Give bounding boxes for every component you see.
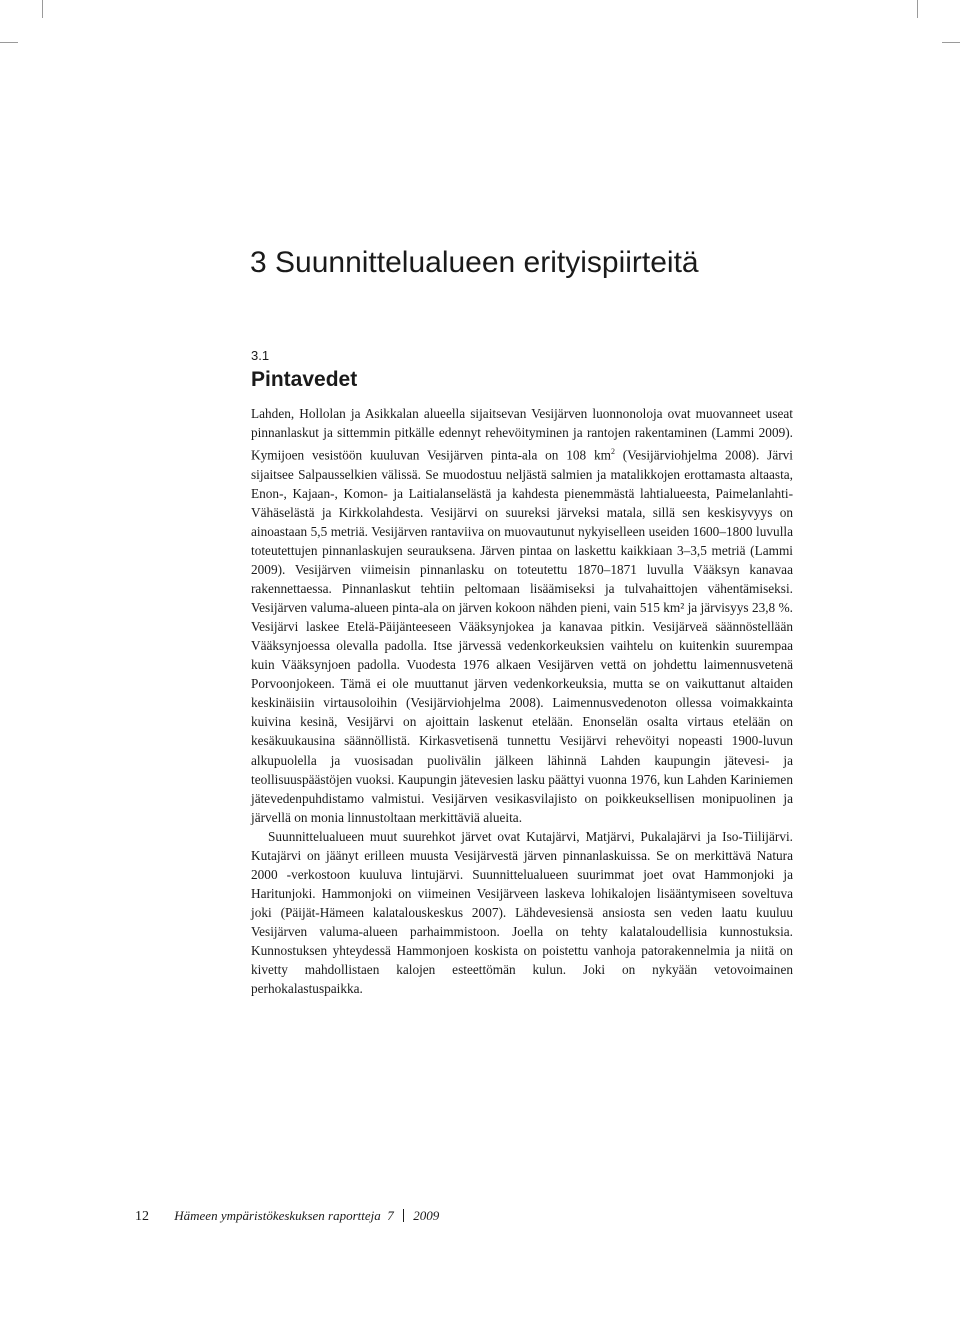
paragraph-text: Lahden, Hollolan ja Asikkalan alueella sijaitsevan Vesijärven luonnonoloja ovat muovanneet useat pinnanlaskut ja sittemmin pitkälle edennyt rehevöityminen ja rantojen rakentaminen (Lammi 2009). Kymijoen vesistöön kuuluvan Vesijärven pinta-ala on 108 km bbox=[251, 406, 793, 463]
footer-separator bbox=[403, 1209, 404, 1222]
section-number: 3.1 bbox=[251, 348, 270, 363]
crop-mark-top-left bbox=[42, 0, 43, 18]
crop-mark-top-right-horizontal bbox=[942, 42, 960, 43]
section-title: Pintavedet bbox=[251, 368, 358, 391]
crop-mark-top-right bbox=[917, 0, 918, 18]
paragraph bbox=[251, 404, 793, 827]
crop-mark-top-left-horizontal bbox=[0, 42, 18, 43]
paragraph: Suunnittelualueen muut suurehkot järvet ovat Kutajärvi, Matjärvi, Pukalajärvi ja Iso-Tiilijärvi. Kutajärvi on jäänyt erilleen muusta Vesijärvestä järven pinnanlaskuissa. Se on merkittävä Natura 2000 -verkostoon kuuluva lintujärvi. Suunnittelualueen suurimmat joet ovat Hammonjoki ja Haritunjoki. Hammonjoki on viimeinen Vesijärveen laskeva lohikalojen lisääntymiseen soveltuva joki (Päijät-Hämeen kalatalouskeskus 2007). Lähdevesiensä ansiosta sen veden laatu kuuluu Vesijärven valuma-alueen parhaimmistoon. Joella on tehty kalataloudellisia kunnostuksia. Kunnostuksen yhteydessä Hammonjoen koskista on poistettu vanhoja patorakennelmia ja niitä on kivetty mahdollistaen kalojen esteettömän kulun. Joki on nykyään vetovoimainen perhokalastuspaikka. bbox=[251, 828, 793, 997]
journal-title: Hämeen ympäristökeskuksen raportteja bbox=[174, 1208, 381, 1223]
page-number: 12 bbox=[135, 1209, 149, 1224]
issue-number: 7 bbox=[387, 1208, 394, 1223]
page-footer bbox=[135, 1206, 439, 1227]
body-text bbox=[251, 404, 793, 998]
chapter-title: 3 Suunnittelualueen erityispiirteitä bbox=[250, 246, 699, 279]
publication-year: 2009 bbox=[413, 1208, 440, 1223]
superscript: 2 bbox=[610, 447, 615, 457]
paragraph-text: (Vesijärviohjelma 2008). Järvi sijaitsee Salpausselkien välissä. Se muodostuu neljästä salmien ja matalikkojen erottamasta altaasta, Enon-, Kajaan-, Komon- ja Laitialanselästä ja kahdesta pienemmästä lahtialueesta, Paimelanlahti-Vähäselästä ja Kirkkolahdesta. Vesijärvi on suureksi järveksi matala, sillä sen keskisyvyys on ainoastaan 5,5 metriä. Vesijärven rantaviiva on muovautunut nykyiselleen useiden 1600–1800 luvulla toteutettujen pinnanlaskujen seurauksena. Järven pintaa on laskettu kaikkiaan 3–3,5 metriä (Lammi 2009). Vesijärven viimeisin pinnanlasku on toteutettu 1870–1871 luvulla Vääksyn kanavaa rakennettaessa. Pinnanlaskut tehtiin peltomaan lisäämiseksi ja tulvahaittojen vähentämiseksi. Vesijärven valuma-alueen pinta-ala on järven kokoon nähden pieni, vain 515 km² ja järvisyys 23,8 %. Vesijärvi laskee Etelä-Päijänteeseen Vääksynjokea ja kanavaa pitkin. Vesijärveä säännöstellään Vääksynjoessa olevalla padolla. Itse järvessä vedenkorkeuksien vaihtelu on kuitenkin suurempaa kuin Vääksynjoen padolla. Vuodesta 1976 alkaen Vesijärven vettä on johdettu laimennusvetenä Porvoonjokeen. Tämä ei ole muuttanut järven vedenkorkeuksia, mutta se on vaikuttanut altaiden keskinäisiin virtausoloihin (Vesijärviohjelma 2008). Laimennusvedenoton ollessa voimakkainta kuivina kesinä, Vesijärvi on ajoittain laskenut etelään. Enonselän osalta virtaus etelään on kesäkuukausina säännöllistä. Kirkasvetisenä tunnettu Vesijärvi rehevöityi nopeasti 1900-luvun alkupuolella ja vuosisadan puolivälin jälkeen lähinnä Lahden kaupungin jätevesi- ja teollisuuspäästöjen vuoksi. Kaupungin jätevesien lasku päättyi vuonna 1976, kun Lahden Kariniemen jätevedenpuhdistamo valmistui. Vesijärven vesikasvilajisto on poikkeuksellisen monipuolinen ja järvellä on monia linnustoltaan merkittäviä alueita. bbox=[251, 447, 793, 825]
